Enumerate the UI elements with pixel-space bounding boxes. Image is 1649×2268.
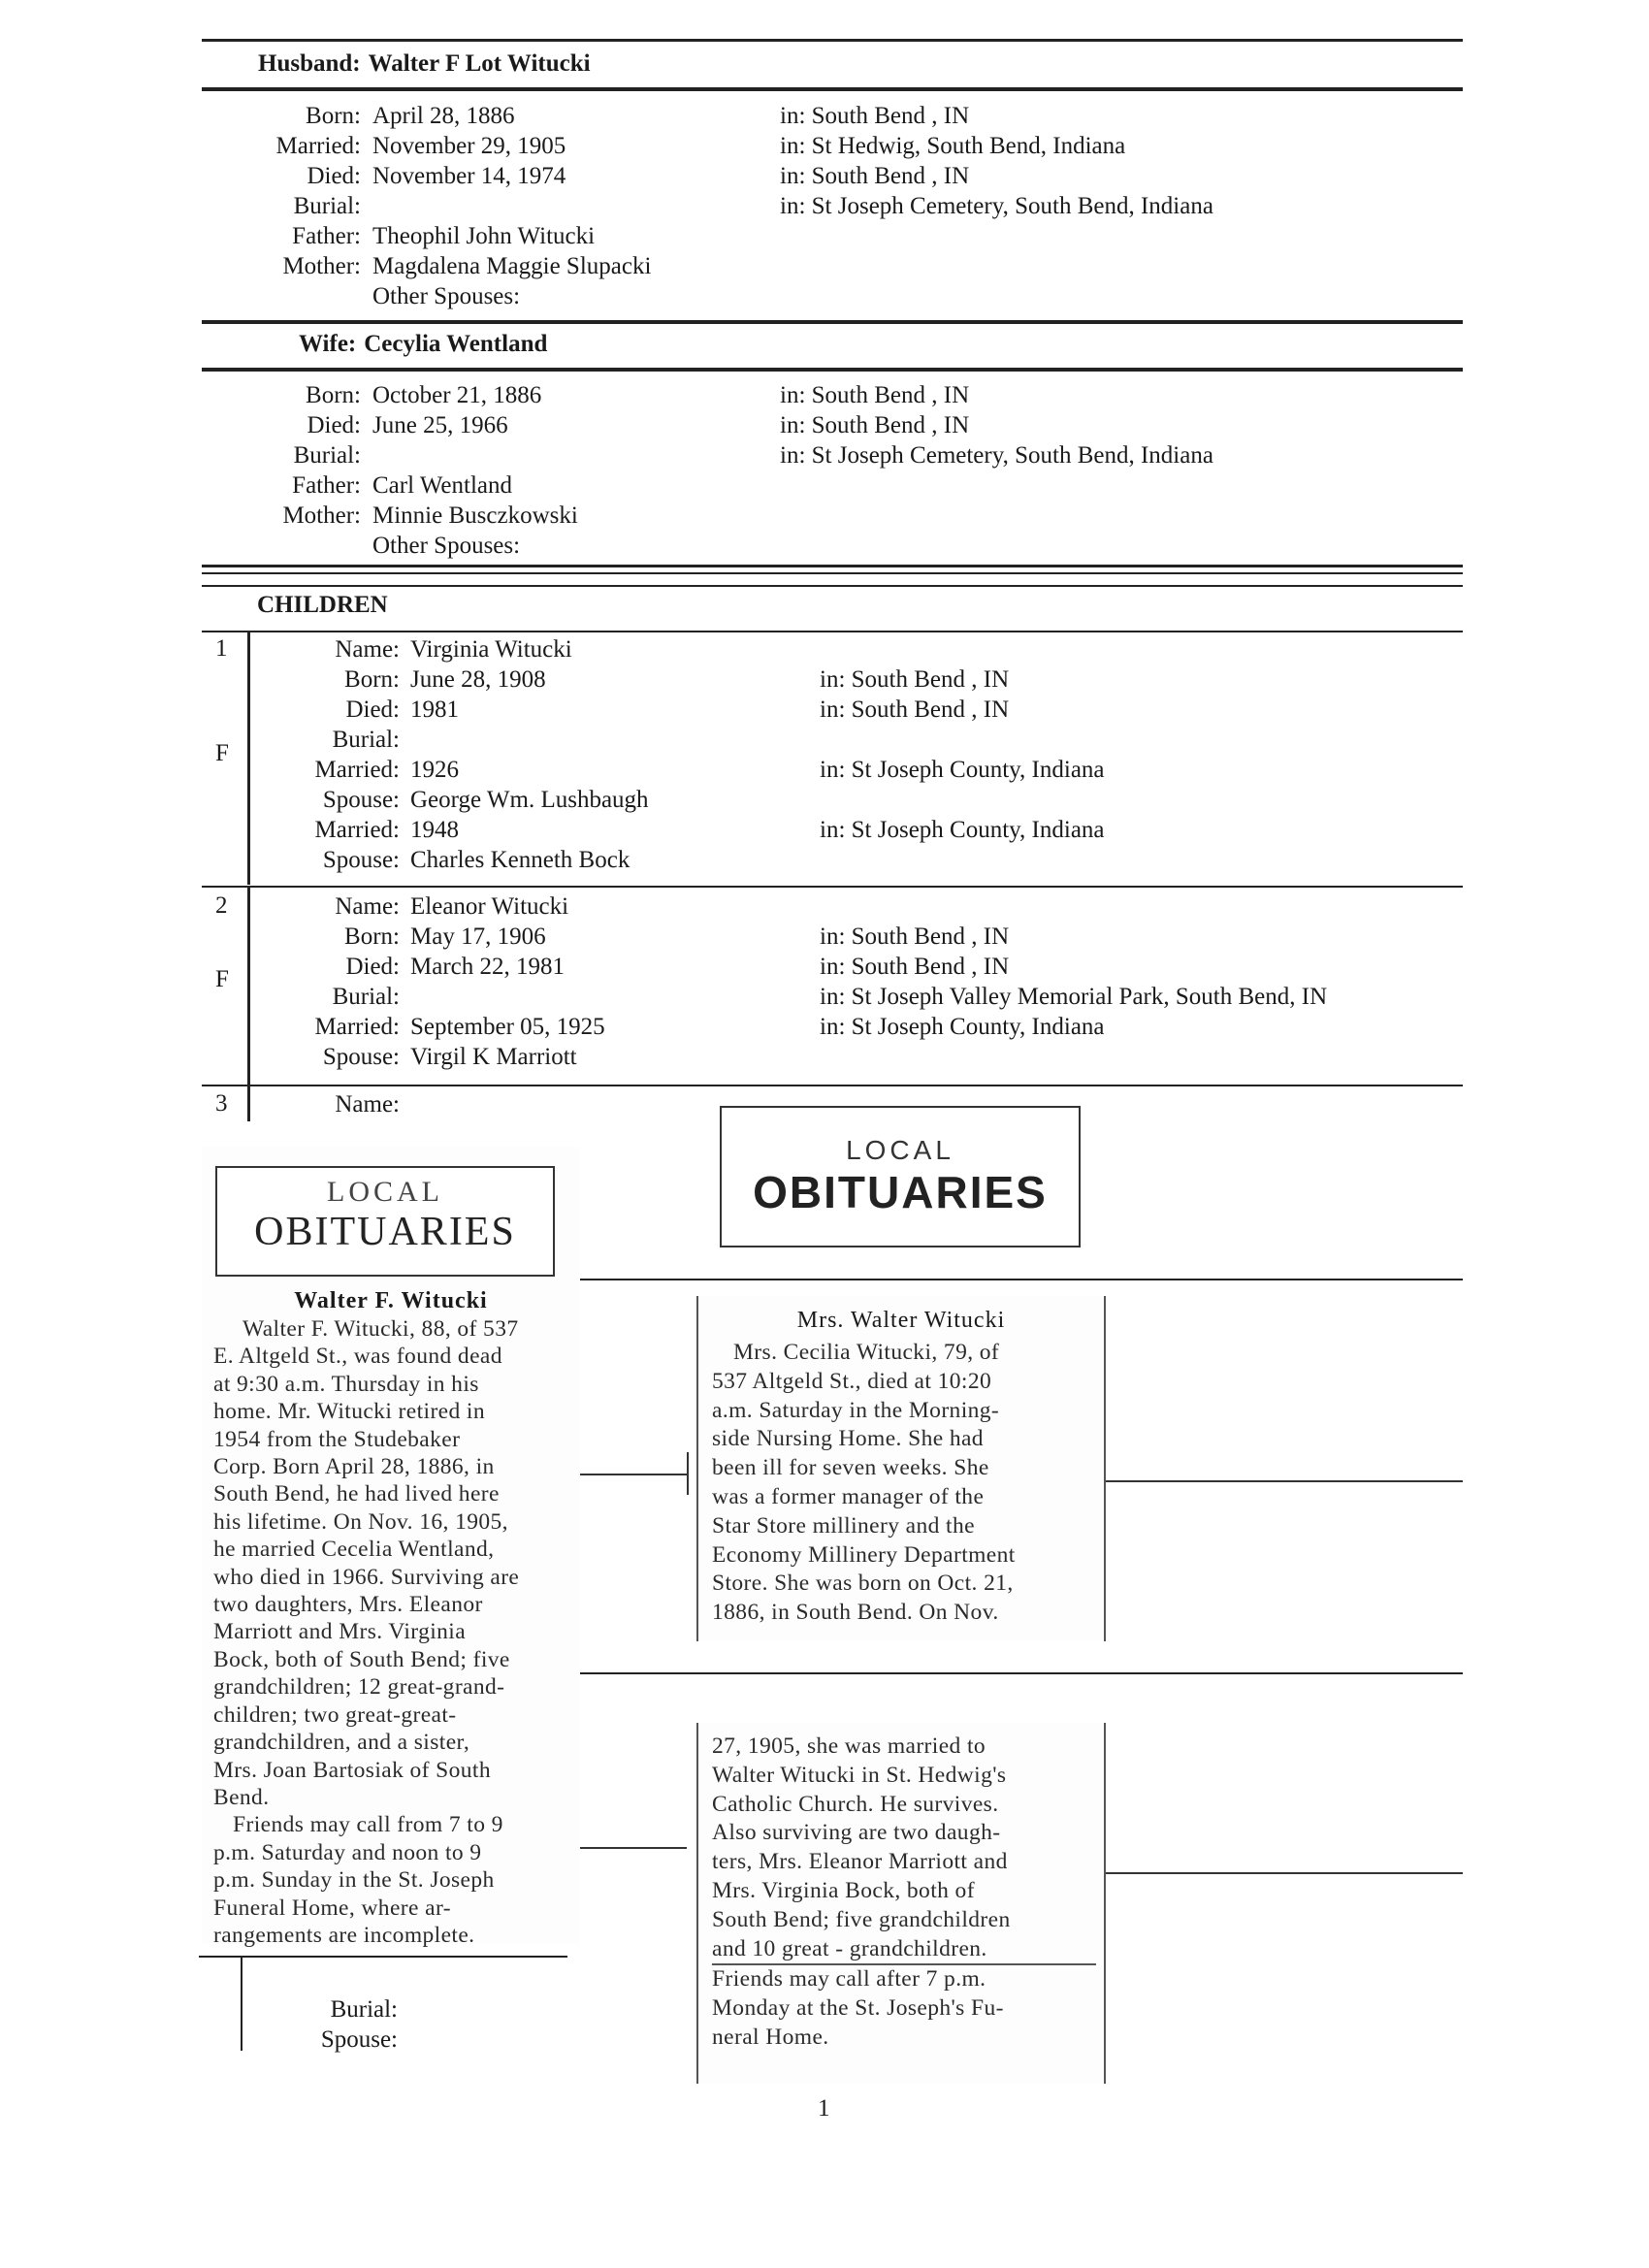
wife-father-value: Carl Wentland (372, 472, 513, 499)
obit-line: Also surviving are two daugh- (712, 1820, 1001, 1846)
child-1-values (410, 634, 649, 875)
obit-line: two daughters, Mrs. Eleanor (213, 1592, 483, 1618)
obit-line: at 9:30 a.m. Thursday in his (213, 1371, 479, 1397)
child-2-places (820, 891, 1327, 1042)
obit-line: grandchildren, and a sister, (213, 1730, 470, 1756)
child-2-spouse-value: Virgil K Marriott (410, 1044, 577, 1070)
wife-born-place: in: South Bend , IN (780, 382, 970, 408)
husband-places (780, 101, 1213, 221)
child-3-number: 3 (215, 1090, 228, 1117)
child-2-died-label: Died: (345, 954, 400, 980)
husband-other-spouses: Other Spouses: (372, 283, 521, 309)
wife-label: Wife: (299, 331, 357, 357)
wife-mother-value: Minnie Busczkowski (372, 502, 578, 529)
children-heading: CHILDREN (257, 592, 388, 618)
husband-rule (202, 87, 1463, 91)
wife-top-rule (202, 320, 1463, 324)
obit-line: a.m. Saturday in the Morning- (712, 1397, 1000, 1423)
wife-died-value: June 25, 1966 (372, 412, 508, 438)
husband-labels (194, 101, 361, 281)
obituary-title-walter: Walter F. Witucki (294, 1288, 488, 1313)
child-1-spouse-value: George Wm. Lushbaugh (410, 787, 649, 813)
child-1-places (820, 634, 1105, 845)
children-double-rule-b (202, 572, 1463, 574)
wife-other-spouses: Other Spouses: (372, 533, 521, 559)
child-1-spouse-label: Spouse: (322, 787, 400, 813)
obit-line: p.m. Sunday in the St. Joseph (213, 1867, 495, 1894)
husband-born-label: Born: (306, 103, 361, 129)
banner-left-big: OBITUARIES (254, 1210, 516, 1254)
child-2-number: 2 (215, 892, 228, 919)
child-1-married-label: Married: (314, 757, 400, 783)
child-2-died-value: March 22, 1981 (410, 954, 565, 980)
obit-line: neral Home. (712, 2024, 829, 2050)
obituary-clipping-cecilia-part2 (696, 1723, 1106, 2084)
wife-values (372, 380, 578, 561)
wife-labels (194, 380, 361, 531)
child-2-born-value: May 17, 1906 (410, 923, 546, 950)
obituary-clipping-cecilia-part1 (696, 1296, 1106, 1641)
obit-line: Mrs. Virginia Bock, both of (712, 1877, 975, 1903)
local-obituaries-banner-right (720, 1106, 1081, 1247)
page-number: 1 (818, 2095, 830, 2122)
obit-line: 1954 from the Studebaker (213, 1426, 461, 1452)
wife-burial-value (372, 440, 578, 470)
child-2-died-place: in: South Bend , IN (820, 954, 1010, 980)
obit-line: rangements are incomplete. (213, 1922, 475, 1948)
child-2-born-place: in: South Bend , IN (820, 923, 1010, 950)
husband-label: Husband: (258, 50, 361, 77)
child-5-rule (199, 1956, 567, 1958)
husband-burial-label: Burial: (293, 193, 361, 219)
child-2-burial-place: in: St Joseph Valley Memorial Park, South Bend, IN (820, 984, 1328, 1010)
child-2-name-place (820, 891, 1327, 922)
husband-died-value: November 14, 1974 (372, 163, 566, 189)
child-1-labels (262, 634, 400, 875)
child-2-burial-label: Burial: (332, 984, 400, 1010)
obit-line: E. Altgeld St., was found dead (213, 1344, 502, 1370)
banner-right-big: OBITUARIES (753, 1167, 1048, 1217)
obit-line: side Nursing Home. She had (712, 1426, 984, 1452)
child-2-name-value: Eleanor Witucki (410, 893, 569, 920)
child-3-name-label: Name: (335, 1091, 400, 1118)
connector-right-1 (1101, 1480, 1463, 1482)
wife-burial-label: Burial: (293, 442, 361, 469)
child-1-died-value: 1981 (410, 697, 459, 723)
child-5-burial-label: Burial: (330, 1996, 398, 2023)
child-1-married2-place: in: St Joseph County, Indiana (820, 817, 1105, 843)
child-1-name-label: Name: (335, 636, 400, 663)
child-1-burial-place (820, 725, 1105, 755)
child-1-sex: F (215, 740, 229, 766)
child-1-born-label: Born: (344, 666, 400, 693)
obit-line: his lifetime. On Nov. 16, 1905, (213, 1508, 508, 1535)
child-1-died-label: Died: (345, 697, 400, 723)
child-2-married-place: in: St Joseph County, Indiana (820, 1014, 1105, 1040)
child-2-married-label: Married: (314, 1014, 400, 1040)
child-1-burial-value (410, 725, 649, 755)
child-1-spouse2-value: Charles Kenneth Bock (410, 847, 630, 873)
husband-died-place: in: South Bend , IN (780, 163, 970, 189)
banner-left-small: LOCAL (327, 1176, 443, 1208)
top-rule (202, 39, 1463, 42)
obit-line: South Bend; five grandchildren (712, 1906, 1011, 1932)
child-1-married2-value: 1948 (410, 817, 459, 843)
obit-line: and 10 great - grandchildren. (712, 1935, 987, 1961)
wife-places (780, 380, 1213, 470)
child-1-married-value: 1926 (410, 757, 459, 783)
child-3-divider (247, 1086, 250, 1121)
wife-rule (202, 368, 1463, 372)
husband-burial-place: in: St Joseph Cemetery, South Bend, Indiana (780, 193, 1213, 219)
wife-heading (291, 331, 547, 358)
husband-burial-value (372, 191, 651, 221)
wife-died-place: in: South Bend , IN (780, 412, 970, 438)
child-1-died-place: in: South Bend , IN (820, 697, 1010, 723)
husband-values (372, 101, 651, 311)
obit-line: ters, Mrs. Eleanor Marriott and (712, 1849, 1008, 1875)
husband-heading (250, 50, 591, 78)
obit-line: 537 Altgeld St., died at 10:20 (712, 1368, 992, 1394)
connector-left-2 (580, 1847, 687, 1849)
child-5-spouse-label: Spouse: (320, 2026, 398, 2053)
obit-line: children; two great-great- (213, 1701, 457, 1728)
child-1-name-place (820, 634, 1105, 664)
child-1-number: 1 (215, 635, 228, 662)
obit-line: 27, 1905, she was married to (712, 1733, 986, 1759)
child-1-name-value: Virginia Witucki (410, 636, 572, 663)
child-5-labels (262, 1994, 398, 2055)
children-double-rule-a (202, 565, 1463, 567)
child-1-rule (202, 886, 1463, 888)
child-2-born-label: Born: (344, 923, 400, 950)
obit-line: Monday at the St. Joseph's Fu- (712, 1995, 1004, 2022)
wife-died-label: Died: (307, 412, 361, 438)
child-2-burial-value (410, 982, 605, 1012)
child-1-spouse2-label: Spouse: (322, 847, 400, 873)
child-2-rule (202, 1085, 1463, 1086)
wife-mother-label: Mother: (282, 502, 361, 529)
wife-burial-place: in: St Joseph Cemetery, South Bend, Indiana (780, 442, 1213, 469)
obituary-body-walter (213, 1315, 572, 1949)
obituary-title-cecilia: Mrs. Walter Witucki (796, 1308, 1006, 1333)
husband-married-label: Married: (275, 133, 361, 159)
child-1-burial-label: Burial: (332, 727, 400, 753)
obituary-body-cecilia-part1 (712, 1339, 1096, 1628)
child-1-divider (247, 632, 250, 885)
child-1-born-place: in: South Bend , IN (820, 666, 1010, 693)
husband-father-label: Father: (292, 223, 361, 249)
children-header-rule (202, 631, 1463, 632)
local-obituaries-banner-left (215, 1166, 555, 1277)
husband-mother-label: Mother: (282, 253, 361, 279)
child-2-sex: F (215, 966, 229, 992)
child-1-married2-label: Married: (314, 817, 400, 843)
obit-line: Walter F. Witucki, 88, of 537 (242, 1316, 519, 1342)
obit-line: Marriott and Mrs. Virginia (213, 1619, 467, 1645)
obit-line: 1886, in South Bend. On Nov. (712, 1600, 999, 1626)
child-4-rule (572, 1672, 1463, 1674)
children-thin-rule (202, 585, 1463, 587)
obit-line: p.m. Saturday and noon to 9 (213, 1839, 482, 1865)
wife-born-value: October 21, 1886 (372, 382, 542, 408)
child-2-name-label: Name: (335, 893, 400, 920)
obit-line: Economy Millinery Department (712, 1541, 1016, 1568)
husband-married-place: in: St Hedwig, South Bend, Indiana (780, 133, 1126, 159)
obit-line: been ill for seven weeks. She (712, 1455, 989, 1481)
obit-line: he married Cecelia Wentland, (213, 1537, 495, 1563)
child-2-divider (247, 888, 250, 1085)
obit-line: Bend. (213, 1784, 270, 1810)
obit-line: Corp. Born April 28, 1886, in (213, 1454, 495, 1480)
child-5-divider (241, 1958, 242, 2051)
obit-line: Friends may call after 7 p.m. (712, 1963, 1096, 1994)
obit-line: grandchildren; 12 great-grand- (213, 1674, 505, 1701)
wife-father-label: Father: (292, 472, 361, 499)
husband-name: Walter F Lot Witucki (368, 50, 591, 77)
obit-line: Star Store millinery and the (712, 1512, 975, 1539)
obit-line: home. Mr. Witucki retired in (213, 1399, 486, 1425)
husband-died-label: Died: (307, 163, 361, 189)
husband-mother-value: Magdalena Maggie Slupacki (372, 253, 652, 279)
obit-line: Friends may call from 7 to 9 (233, 1812, 503, 1838)
obit-line: Funeral Home, where ar- (213, 1895, 451, 1921)
obit-line: Bock, both of South Bend; five (213, 1646, 510, 1672)
obit-line: South Bend, he had lived here (213, 1481, 500, 1507)
connector-right-2 (1101, 1872, 1463, 1874)
husband-born-value: April 28, 1886 (372, 103, 515, 129)
husband-married-value: November 29, 1905 (372, 133, 566, 159)
obit-line: Mrs. Joan Bartosiak of South (213, 1757, 492, 1783)
banner-right-small: LOCAL (846, 1135, 954, 1165)
child-2-spouse-label: Spouse: (322, 1044, 400, 1070)
obit-line: Walter Witucki in St. Hedwig's (712, 1762, 1007, 1788)
obit-line: was a former manager of the (712, 1483, 985, 1509)
wife-name: Cecylia Wentland (364, 331, 548, 357)
child-2-labels (262, 891, 400, 1072)
obit-line: who died in 1966. Surviving are (213, 1564, 520, 1590)
obit-line: Mrs. Cecilia Witucki, 79, of (733, 1340, 1000, 1365)
connector-left-1 (580, 1474, 687, 1475)
obit-line: Catholic Church. He survives. (712, 1791, 999, 1817)
obituary-body-cecilia-part2 (712, 1733, 1096, 2053)
child-1-born-value: June 28, 1908 (410, 666, 546, 693)
child-2-values (410, 891, 605, 1072)
child-1-spouse-place (820, 785, 1105, 815)
obit-line: Store. She was born on Oct. 21, (712, 1571, 1014, 1597)
child-3-rule (572, 1279, 1463, 1280)
child-2-married-value: September 05, 1925 (410, 1014, 605, 1040)
connector-tick (687, 1452, 689, 1495)
husband-born-place: in: South Bend , IN (780, 103, 970, 129)
obituary-clipping-walter (202, 1147, 580, 1948)
wife-born-label: Born: (306, 382, 361, 408)
husband-father-value: Theophil John Witucki (372, 223, 596, 249)
child-1-married-place: in: St Joseph County, Indiana (820, 757, 1105, 783)
